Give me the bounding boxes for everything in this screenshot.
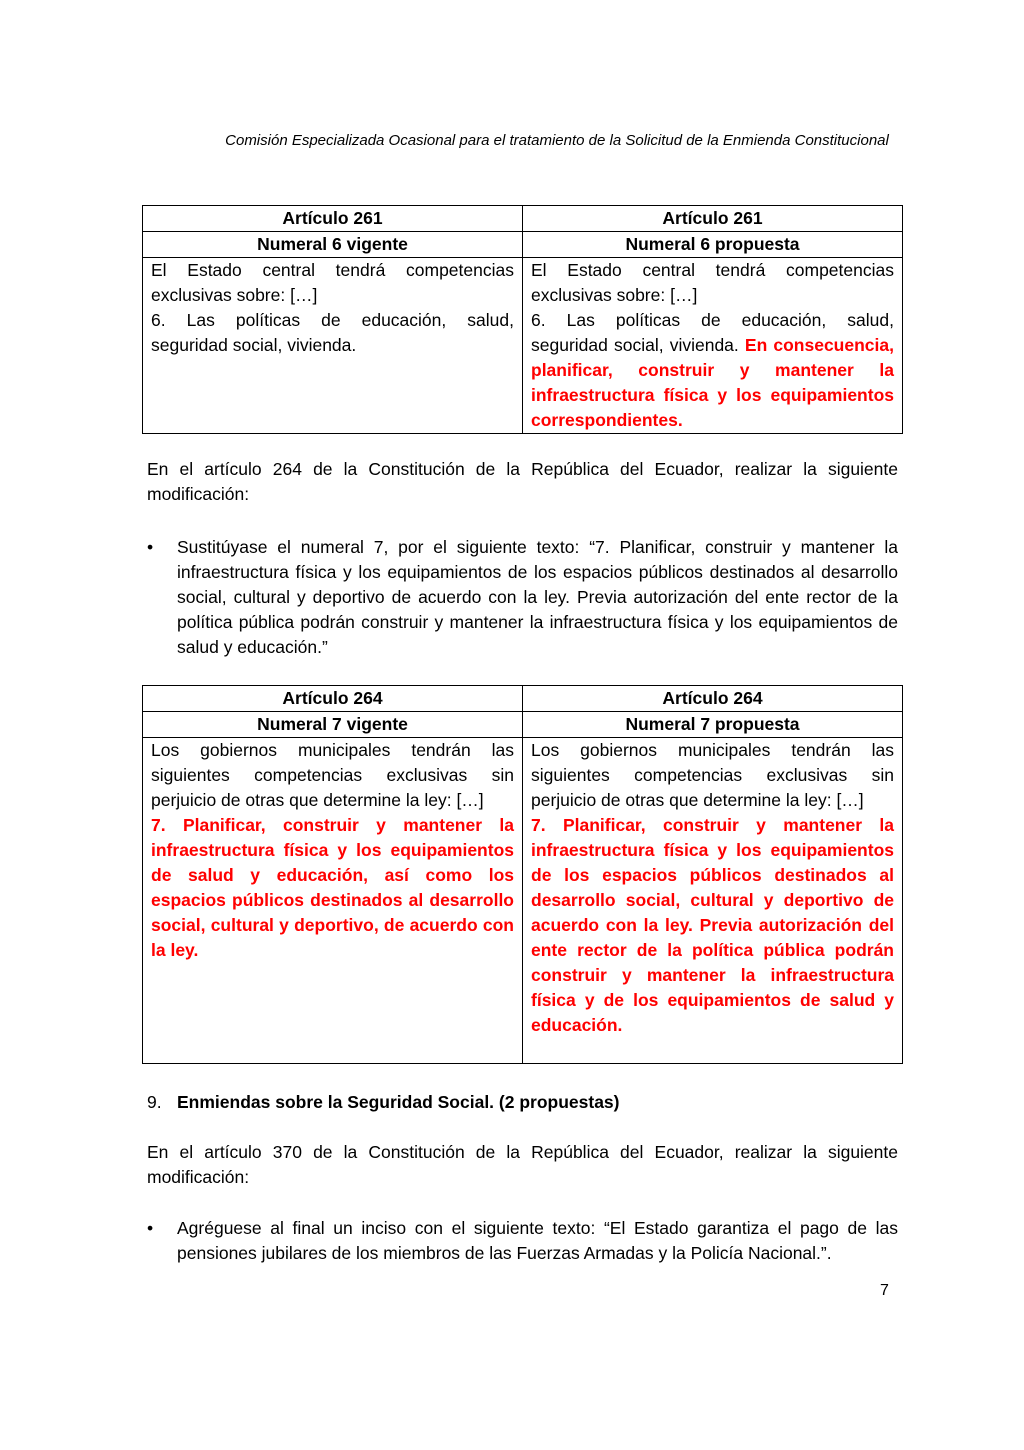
section-heading [147,1090,898,1115]
paragraph-article-264: En el artículo 264 de la Constitución de la República del Ecuador, realizar la siguiente modificación: [147,459,898,504]
table-subheader-cell: Numeral 6 vigente [143,232,523,258]
cell-text: Los gobiernos municipales tendrán las siguientes competencias exclusivas sin perjuicio de otras que determine la ley: […] [151,740,514,810]
table-subheader-cell: Numeral 6 propuesta [523,232,903,258]
bullet-icon: • [147,1218,154,1238]
table-cell-proposed [523,738,903,1064]
section-title: Enmiendas sobre la Seguridad Social. (2 propuestas) [177,1092,620,1112]
cell-text [531,308,894,433]
table-header-cell: Artículo 261 [143,206,523,232]
table-subheader-cell: Numeral 7 vigente [143,712,523,738]
table-header-cell: Artículo 264 [143,686,523,712]
table-header-cell: Artículo 264 [523,686,903,712]
bullet-item [147,535,898,660]
article-261-comparison-table [142,205,903,434]
bullet-item [147,1216,898,1266]
table-cell-current [143,738,523,1064]
bullet-text: Agréguese al final un inciso con el siguiente texto: “El Estado garantiza el pago de las pensiones jubilares de los miembros de las Fuerzas Armadas y la Policía Nacional.”. [177,1218,898,1263]
paragraph-article-370: En el artículo 370 de la Constitución de la República del Ecuador, realizar la siguiente modificación: [147,1142,898,1187]
cell-text-red: 7. Planificar, construir y mantener la infraestructura física y los equipamientos de los espacios públicos destinados al desarrollo social, cultural y deportivo de acuerdo con la ley. Previa autorización del ente rector de la política pública podrán construir y mantener la infraestructura física y de los equipamientos de salud y educación. [531,815,894,1035]
table-cell-proposed [523,258,903,434]
cell-text-black: 6. Las políticas de educación, salud, seguridad social, vivienda. [531,310,894,355]
table-cell-current [143,258,523,434]
table-header-cell: Artículo 261 [523,206,903,232]
cell-text: Los gobiernos municipales tendrán las siguientes competencias exclusivas sin perjuicio de otras que determine la ley: […] [531,740,894,810]
cell-text: El Estado central tendrá competencias exclusivas sobre: […] [151,260,514,305]
cell-text: El Estado central tendrá competencias exclusivas sobre: […] [531,260,894,305]
cell-text-red: 7. Planificar, construir y mantener la infraestructura física y los equipamientos de salud y educación, así como los espacios públicos destinados al desarrollo social, cultural y deportivo, de acuerdo con la ley. [151,815,514,960]
page-header: Comisión Especializada Ocasional para el tratamiento de la Solicitud de la Enmienda Constitucional [225,132,889,149]
page-number: 7 [880,1282,889,1299]
cell-text: 6. Las políticas de educación, salud, seguridad social, vivienda. [151,310,514,355]
table-subheader-cell: Numeral 7 propuesta [523,712,903,738]
bullet-icon: • [147,537,154,557]
section-number: 9. [147,1092,162,1112]
article-264-comparison-table [142,685,903,1064]
bullet-text: Sustitúyase el numeral 7, por el siguiente texto: “7. Planificar, construir y mantener la infraestructura física y los equipamientos de los espacios públicos destinados al desarrollo social, cultural y deportivo de acuerdo con la ley. Previa autorización del ente rector de la política pública podrán construir y mantener la infraestructura física y los equipamientos de salud y educación.” [177,537,898,657]
cell-text-red: En consecuencia, planificar, construir y mantener la infraestructura física y los equipamientos correspondientes. [531,335,894,430]
